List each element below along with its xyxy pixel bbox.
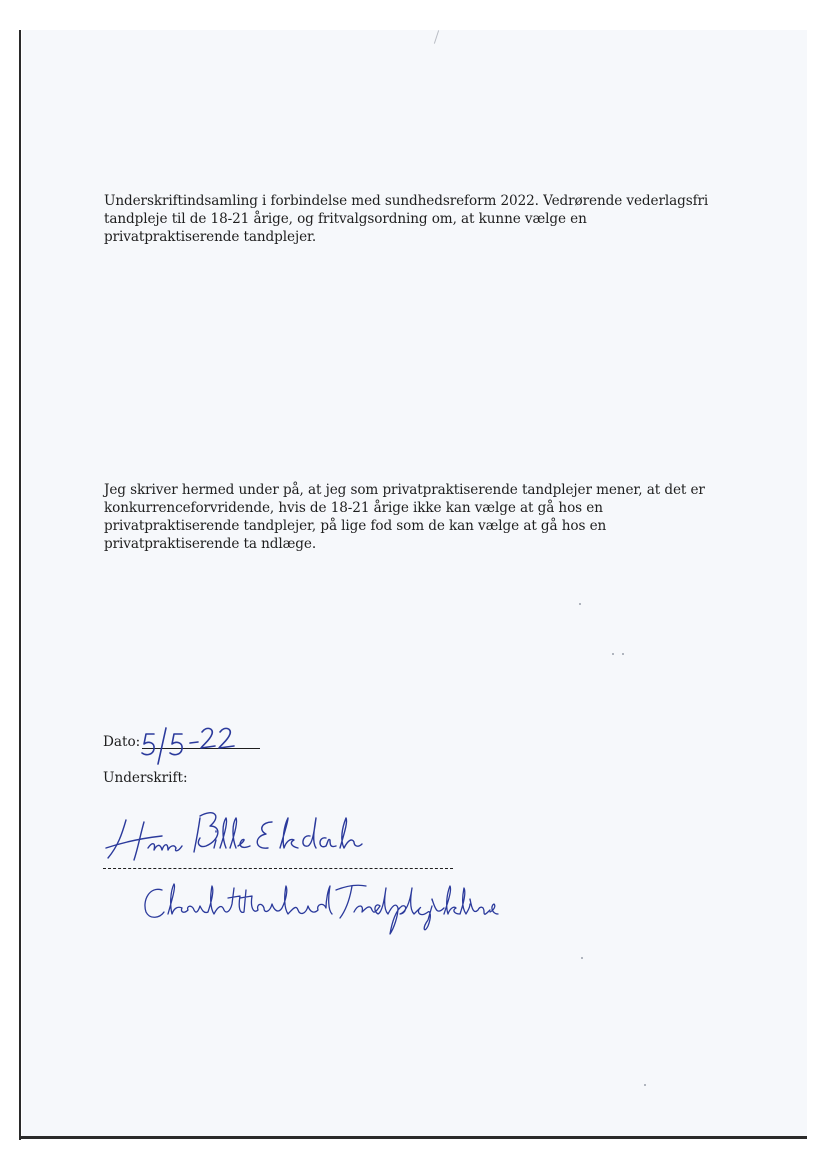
scan-speck <box>581 957 583 959</box>
handwritten-date <box>138 722 248 772</box>
handwritten-signature <box>104 808 374 876</box>
scan-speck <box>612 653 614 655</box>
scan-edge-bottom <box>19 1136 807 1139</box>
intro-paragraph: Underskriftindsamling i forbindelse med sundhedsreform 2022. Vedrørende vederlagsfri tandpleje til de 18-21 årige, og fritvalgsordning om, at kunne vælge en privatpraktiserende tandplejer. <box>104 193 709 245</box>
signature-line <box>103 868 453 869</box>
date-label: Dato: <box>103 734 141 750</box>
scan-edge-left <box>19 30 21 1140</box>
statement-paragraph: Jeg skriver hermed under på, at jeg som privatpraktiserende tandplejer mener, at det er konkurrenceforvridende, hvis de 18-21 årige ikke kan vælge at gå hos en privatpraktiserende tandplejer, på lige fod som de kan vælge at gå hos en privatpraktiserende ta ndlæge. <box>104 482 705 552</box>
scan-speck <box>622 653 624 655</box>
signature-label: Underskrift: <box>103 770 188 786</box>
scan-speck <box>644 1084 646 1086</box>
scan-speck <box>579 603 581 605</box>
handwritten-clinic-name <box>140 876 500 936</box>
